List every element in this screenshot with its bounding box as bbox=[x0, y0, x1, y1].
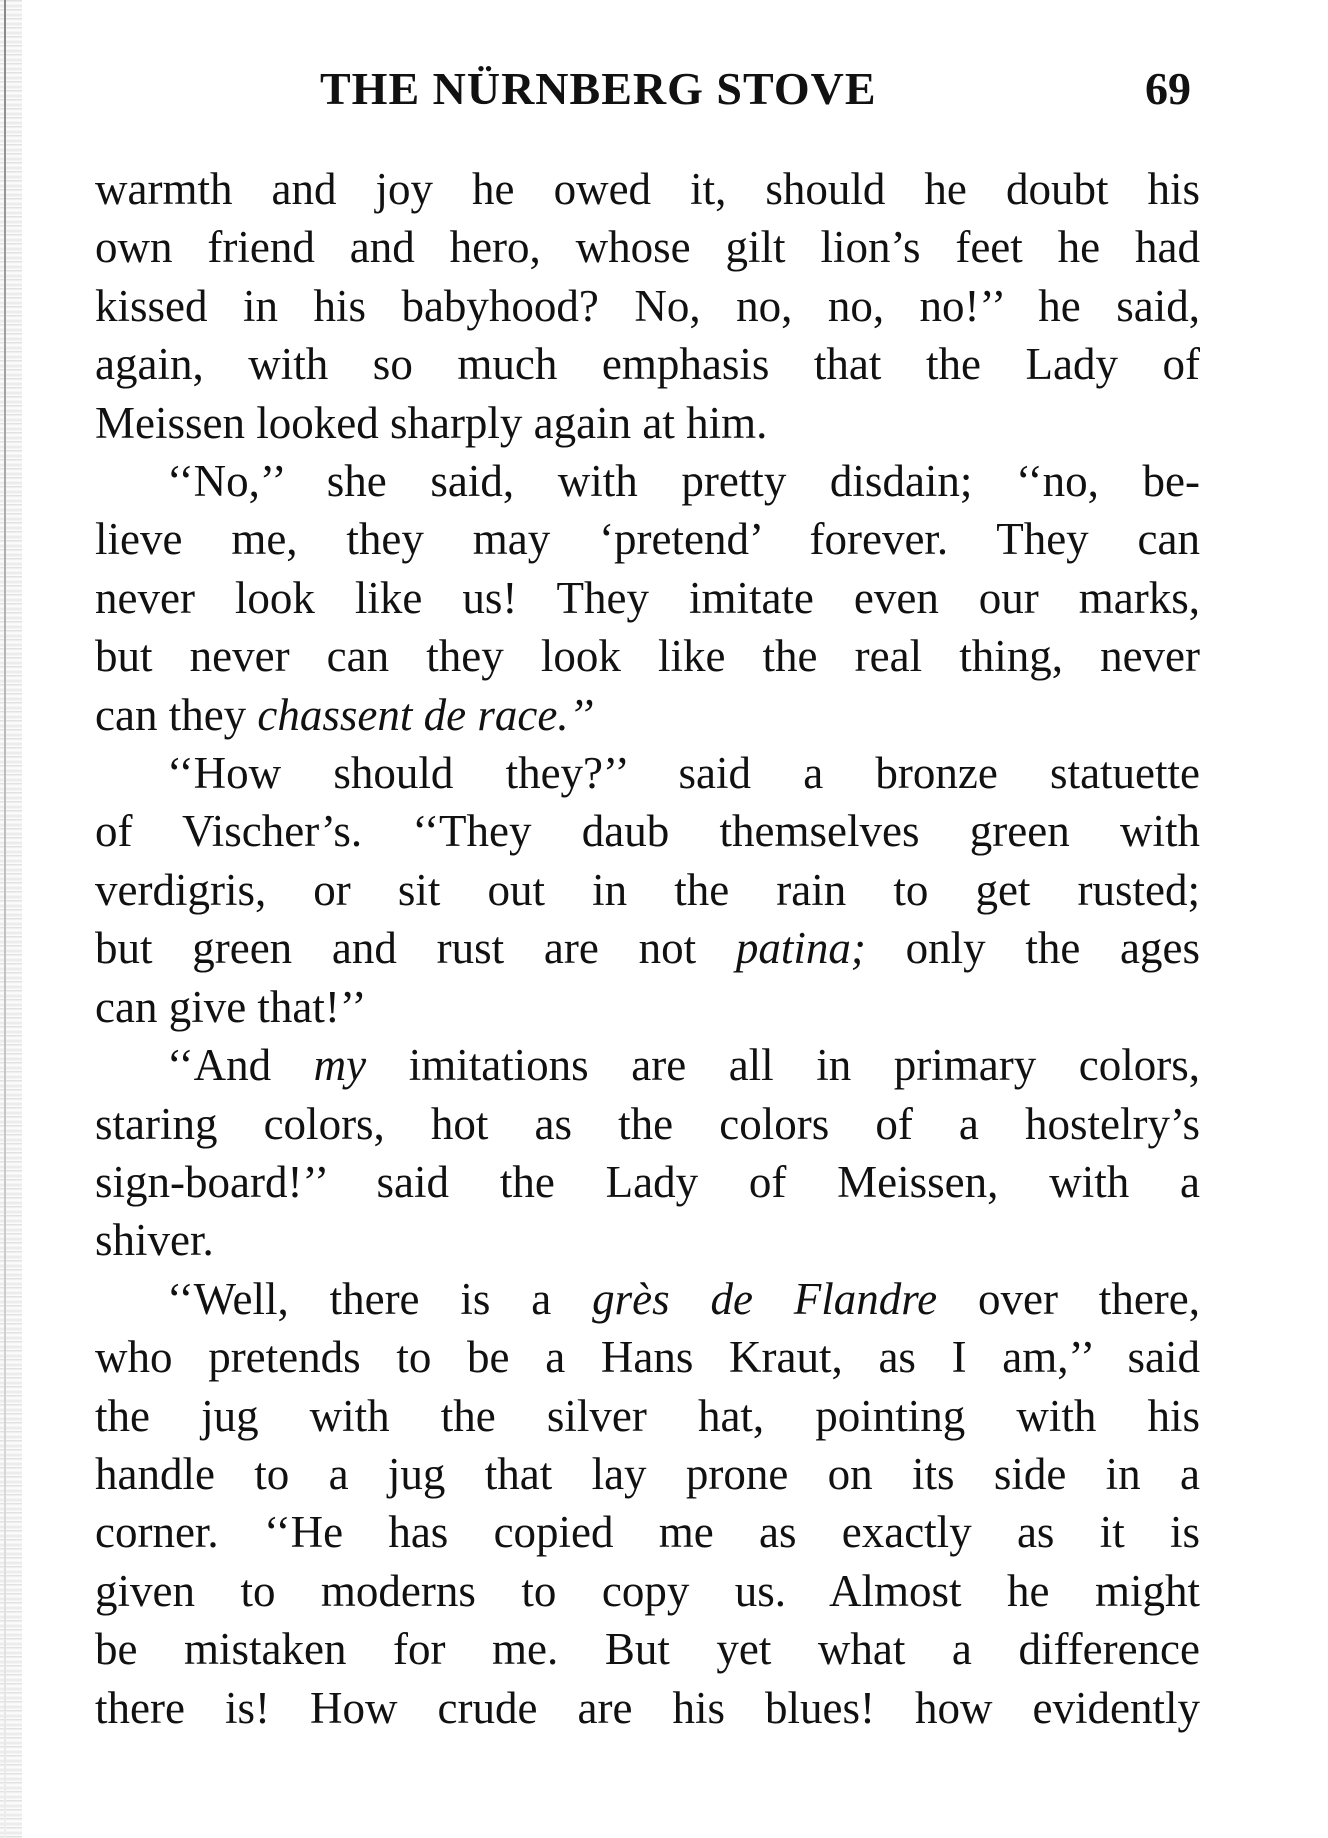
paragraph bbox=[95, 744, 1200, 1036]
text-line: sign-board!’’ said the Lady of Meissen, with a bbox=[95, 1156, 1200, 1207]
text-line: kissed in his babyhood? No, no, no, no!’’ he said, bbox=[95, 280, 1200, 331]
text-line: ‘‘Well, there is a grès de Flandre over there, bbox=[167, 1273, 1200, 1324]
text-line: but green and rust are not patina; only the ages bbox=[95, 923, 1201, 974]
paragraph bbox=[95, 1270, 1200, 1737]
paragraph bbox=[95, 452, 1200, 744]
text-line: own friend and hero, whose gilt lion’s feet he had bbox=[95, 222, 1200, 273]
text-line: there is! How crude are his blues! how evidently bbox=[95, 1682, 1200, 1733]
text-line: verdigris, or sit out in the rain to get rusted; bbox=[95, 864, 1200, 915]
text-line: ‘‘How should they?’’ said a bronze statuette bbox=[167, 748, 1200, 799]
text-line: can they chassent de race.’’ bbox=[95, 689, 594, 740]
page-number: 69 bbox=[1145, 63, 1191, 114]
page-header bbox=[0, 62, 1328, 122]
text-line: but never can they look like the real thing, never bbox=[95, 631, 1200, 682]
text-line: never look like us! They imitate even our marks, bbox=[95, 572, 1200, 623]
page-binding-edge bbox=[4, 0, 6, 1838]
text-line: ‘‘And my imitations are all in primary colors, bbox=[167, 1040, 1200, 1091]
text-line: given to moderns to copy us. Almost he might bbox=[95, 1565, 1200, 1616]
text-line: again, with so much emphasis that the Lady of bbox=[95, 339, 1200, 390]
body-text bbox=[95, 160, 1200, 1737]
text-line: ‘‘No,’’ she said, with pretty disdain; ‘‘no, be- bbox=[167, 456, 1200, 507]
text-line: shiver. bbox=[95, 1215, 214, 1266]
running-title: THE NÜRNBERG STOVE bbox=[320, 63, 877, 114]
text-line: lieve me, they may ‘pretend’ forever. They can bbox=[95, 514, 1200, 565]
text-line: corner. ‘‘He has copied me as exactly as it is bbox=[95, 1507, 1200, 1558]
paragraph bbox=[95, 160, 1200, 452]
text-line: the jug with the silver hat, pointing with his bbox=[95, 1390, 1200, 1441]
paragraph bbox=[95, 1036, 1200, 1270]
text-line: handle to a jug that lay prone on its side in a bbox=[95, 1448, 1200, 1499]
text-line: of Vischer’s. ‘‘They daub themselves green with bbox=[95, 806, 1200, 857]
text-line: staring colors, hot as the colors of a hostelry’s bbox=[95, 1098, 1200, 1149]
text-line: who pretends to be a Hans Kraut, as I am,’’ said bbox=[95, 1332, 1200, 1383]
text-line: Meissen looked sharply again at him. bbox=[95, 397, 768, 448]
text-line: be mistaken for me. But yet what a difference bbox=[95, 1624, 1200, 1675]
text-line: warmth and joy he owed it, should he doubt his bbox=[95, 164, 1200, 214]
text-line: can give that!’’ bbox=[95, 981, 367, 1032]
